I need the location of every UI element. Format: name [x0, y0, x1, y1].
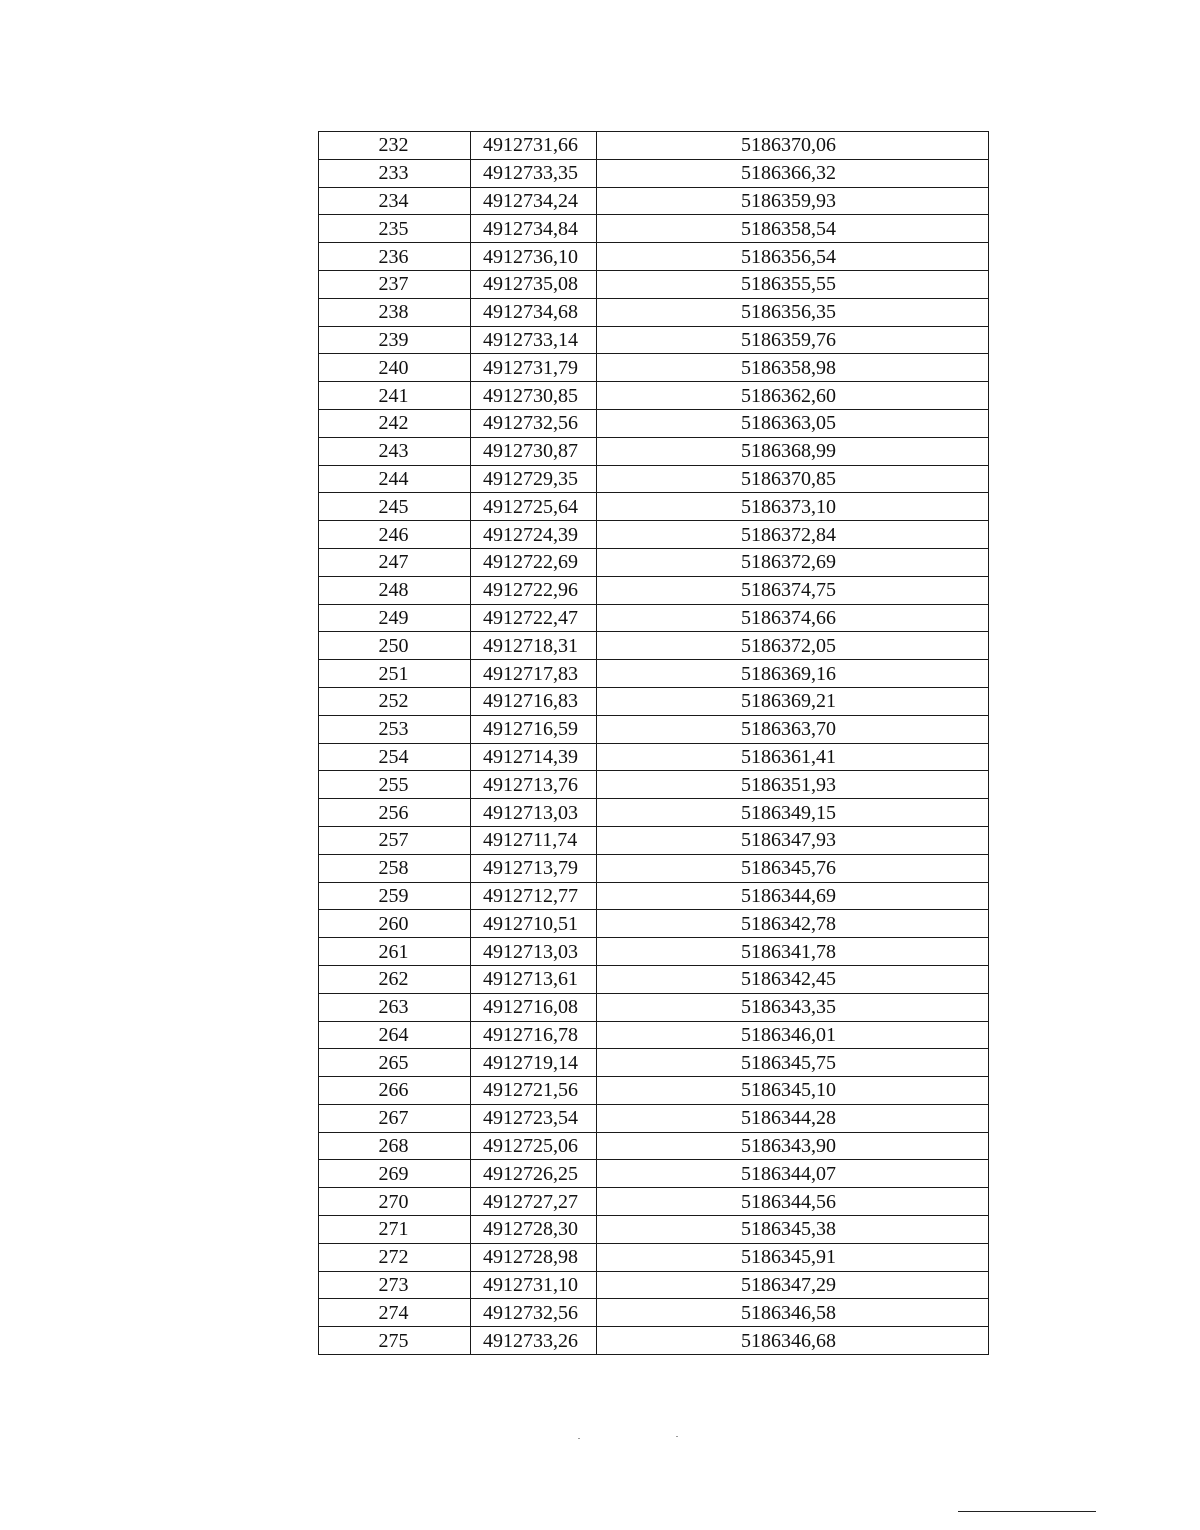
x-coordinate-cell: 4912716,08 — [471, 993, 597, 1021]
y-coordinate-cell: 5186343,90 — [597, 1132, 989, 1160]
x-coordinate-cell: 4912716,83 — [471, 687, 597, 715]
table-row — [319, 1021, 989, 1049]
y-coordinate-cell: 5186362,60 — [597, 382, 989, 410]
x-coordinate-cell: 4912713,03 — [471, 799, 597, 827]
x-coordinate-cell: 4912734,68 — [471, 298, 597, 326]
point-number-cell: 250 — [319, 632, 471, 660]
y-coordinate-cell: 5186349,15 — [597, 799, 989, 827]
y-coordinate-cell: 5186361,41 — [597, 743, 989, 771]
y-coordinate-cell: 5186346,68 — [597, 1327, 989, 1355]
table-row — [319, 132, 989, 160]
table-row — [319, 576, 989, 604]
y-coordinate-cell: 5186359,93 — [597, 187, 989, 215]
table-row — [319, 437, 989, 465]
x-coordinate-cell: 4912725,06 — [471, 1132, 597, 1160]
table-row — [319, 354, 989, 382]
coordinates-table-body — [319, 132, 989, 1355]
table-row — [319, 215, 989, 243]
y-coordinate-cell: 5186344,69 — [597, 882, 989, 910]
footer-rule — [958, 1511, 1096, 1512]
y-coordinate-cell: 5186363,70 — [597, 715, 989, 743]
x-coordinate-cell: 4912733,35 — [471, 159, 597, 187]
x-coordinate-cell: 4912729,35 — [471, 465, 597, 493]
point-number-cell: 232 — [319, 132, 471, 160]
point-number-cell: 265 — [319, 1049, 471, 1077]
x-coordinate-cell: 4912734,84 — [471, 215, 597, 243]
table-row — [319, 1049, 989, 1077]
table-row — [319, 382, 989, 410]
y-coordinate-cell: 5186373,10 — [597, 493, 989, 521]
x-coordinate-cell: 4912730,87 — [471, 437, 597, 465]
x-coordinate-cell: 4912725,64 — [471, 493, 597, 521]
point-number-cell: 251 — [319, 660, 471, 688]
table-row — [319, 159, 989, 187]
point-number-cell: 236 — [319, 243, 471, 271]
y-coordinate-cell: 5186351,93 — [597, 771, 989, 799]
table-row — [319, 1216, 989, 1244]
table-row — [319, 409, 989, 437]
table-row — [319, 854, 989, 882]
x-coordinate-cell: 4912721,56 — [471, 1077, 597, 1105]
x-coordinate-cell: 4912732,56 — [471, 1299, 597, 1327]
point-number-cell: 256 — [319, 799, 471, 827]
point-number-cell: 242 — [319, 409, 471, 437]
point-number-cell: 252 — [319, 687, 471, 715]
point-number-cell: 234 — [319, 187, 471, 215]
y-coordinate-cell: 5186372,69 — [597, 548, 989, 576]
point-number-cell: 274 — [319, 1299, 471, 1327]
point-number-cell: 235 — [319, 215, 471, 243]
x-coordinate-cell: 4912717,83 — [471, 660, 597, 688]
coordinates-table — [318, 131, 989, 1355]
point-number-cell: 273 — [319, 1271, 471, 1299]
y-coordinate-cell: 5186359,76 — [597, 326, 989, 354]
x-coordinate-cell: 4912731,66 — [471, 132, 597, 160]
table-row — [319, 548, 989, 576]
y-coordinate-cell: 5186345,91 — [597, 1243, 989, 1271]
x-coordinate-cell: 4912728,98 — [471, 1243, 597, 1271]
y-coordinate-cell: 5186374,75 — [597, 576, 989, 604]
y-coordinate-cell: 5186370,85 — [597, 465, 989, 493]
y-coordinate-cell: 5186345,10 — [597, 1077, 989, 1105]
table-row — [319, 493, 989, 521]
table-row — [319, 993, 989, 1021]
point-number-cell: 239 — [319, 326, 471, 354]
x-coordinate-cell: 4912734,24 — [471, 187, 597, 215]
table-row — [319, 1243, 989, 1271]
table-row — [319, 687, 989, 715]
y-coordinate-cell: 5186356,54 — [597, 243, 989, 271]
x-coordinate-cell: 4912731,10 — [471, 1271, 597, 1299]
table-row — [319, 910, 989, 938]
table-row — [319, 882, 989, 910]
point-number-cell: 261 — [319, 938, 471, 966]
point-number-cell: 263 — [319, 993, 471, 1021]
x-coordinate-cell: 4912719,14 — [471, 1049, 597, 1077]
table-row — [319, 660, 989, 688]
y-coordinate-cell: 5186345,76 — [597, 854, 989, 882]
y-coordinate-cell: 5186355,55 — [597, 270, 989, 298]
y-coordinate-cell: 5186372,05 — [597, 632, 989, 660]
y-coordinate-cell: 5186369,16 — [597, 660, 989, 688]
y-coordinate-cell: 5186345,75 — [597, 1049, 989, 1077]
x-coordinate-cell: 4912714,39 — [471, 743, 597, 771]
table-row — [319, 326, 989, 354]
table-row — [319, 1132, 989, 1160]
y-coordinate-cell: 5186358,98 — [597, 354, 989, 382]
table-row — [319, 1188, 989, 1216]
point-number-cell: 253 — [319, 715, 471, 743]
x-coordinate-cell: 4912711,74 — [471, 826, 597, 854]
x-coordinate-cell: 4912724,39 — [471, 521, 597, 549]
point-number-cell: 258 — [319, 854, 471, 882]
table-row — [319, 465, 989, 493]
table-row — [319, 632, 989, 660]
x-coordinate-cell: 4912713,79 — [471, 854, 597, 882]
y-coordinate-cell: 5186343,35 — [597, 993, 989, 1021]
point-number-cell: 275 — [319, 1327, 471, 1355]
x-coordinate-cell: 4912716,78 — [471, 1021, 597, 1049]
point-number-cell: 257 — [319, 826, 471, 854]
point-number-cell: 259 — [319, 882, 471, 910]
y-coordinate-cell: 5186346,58 — [597, 1299, 989, 1327]
point-number-cell: 241 — [319, 382, 471, 410]
table-row — [319, 938, 989, 966]
x-coordinate-cell: 4912733,26 — [471, 1327, 597, 1355]
table-row — [319, 298, 989, 326]
y-coordinate-cell: 5186358,54 — [597, 215, 989, 243]
x-coordinate-cell: 4912722,96 — [471, 576, 597, 604]
table-row — [319, 521, 989, 549]
x-coordinate-cell: 4912728,30 — [471, 1216, 597, 1244]
x-coordinate-cell: 4912727,27 — [471, 1188, 597, 1216]
y-coordinate-cell: 5186342,78 — [597, 910, 989, 938]
point-number-cell: 268 — [319, 1132, 471, 1160]
x-coordinate-cell: 4912736,10 — [471, 243, 597, 271]
point-number-cell: 266 — [319, 1077, 471, 1105]
y-coordinate-cell: 5186368,99 — [597, 437, 989, 465]
y-coordinate-cell: 5186347,29 — [597, 1271, 989, 1299]
point-number-cell: 247 — [319, 548, 471, 576]
point-number-cell: 240 — [319, 354, 471, 382]
point-number-cell: 254 — [319, 743, 471, 771]
table-row — [319, 1104, 989, 1132]
x-coordinate-cell: 4912713,03 — [471, 938, 597, 966]
y-coordinate-cell: 5186370,06 — [597, 132, 989, 160]
y-coordinate-cell: 5186372,84 — [597, 521, 989, 549]
scan-speck — [676, 1436, 678, 1437]
x-coordinate-cell: 4912730,85 — [471, 382, 597, 410]
point-number-cell: 271 — [319, 1216, 471, 1244]
point-number-cell: 269 — [319, 1160, 471, 1188]
y-coordinate-cell: 5186345,38 — [597, 1216, 989, 1244]
y-coordinate-cell: 5186356,35 — [597, 298, 989, 326]
table-row — [319, 1077, 989, 1105]
point-number-cell: 238 — [319, 298, 471, 326]
table-row — [319, 243, 989, 271]
y-coordinate-cell: 5186374,66 — [597, 604, 989, 632]
x-coordinate-cell: 4912733,14 — [471, 326, 597, 354]
point-number-cell: 243 — [319, 437, 471, 465]
y-coordinate-cell: 5186347,93 — [597, 826, 989, 854]
point-number-cell: 262 — [319, 965, 471, 993]
x-coordinate-cell: 4912735,08 — [471, 270, 597, 298]
point-number-cell: 246 — [319, 521, 471, 549]
y-coordinate-cell: 5186342,45 — [597, 965, 989, 993]
table-row — [319, 1327, 989, 1355]
point-number-cell: 260 — [319, 910, 471, 938]
point-number-cell: 272 — [319, 1243, 471, 1271]
table-row — [319, 799, 989, 827]
x-coordinate-cell: 4912710,51 — [471, 910, 597, 938]
table-row — [319, 1160, 989, 1188]
point-number-cell: 244 — [319, 465, 471, 493]
point-number-cell: 267 — [319, 1104, 471, 1132]
y-coordinate-cell: 5186366,32 — [597, 159, 989, 187]
point-number-cell: 249 — [319, 604, 471, 632]
point-number-cell: 233 — [319, 159, 471, 187]
y-coordinate-cell: 5186346,01 — [597, 1021, 989, 1049]
x-coordinate-cell: 4912716,59 — [471, 715, 597, 743]
table-row — [319, 1299, 989, 1327]
y-coordinate-cell: 5186369,21 — [597, 687, 989, 715]
point-number-cell: 248 — [319, 576, 471, 604]
y-coordinate-cell: 5186363,05 — [597, 409, 989, 437]
table-row — [319, 771, 989, 799]
x-coordinate-cell: 4912713,76 — [471, 771, 597, 799]
x-coordinate-cell: 4912718,31 — [471, 632, 597, 660]
point-number-cell: 237 — [319, 270, 471, 298]
x-coordinate-cell: 4912713,61 — [471, 965, 597, 993]
x-coordinate-cell: 4912731,79 — [471, 354, 597, 382]
table-row — [319, 965, 989, 993]
point-number-cell: 255 — [319, 771, 471, 799]
x-coordinate-cell: 4912722,47 — [471, 604, 597, 632]
x-coordinate-cell: 4912723,54 — [471, 1104, 597, 1132]
point-number-cell: 264 — [319, 1021, 471, 1049]
table-row — [319, 826, 989, 854]
point-number-cell: 245 — [319, 493, 471, 521]
x-coordinate-cell: 4912732,56 — [471, 409, 597, 437]
scan-speck — [578, 1438, 580, 1439]
table-row — [319, 187, 989, 215]
x-coordinate-cell: 4912722,69 — [471, 548, 597, 576]
table-row — [319, 1271, 989, 1299]
table-row — [319, 604, 989, 632]
table-row — [319, 743, 989, 771]
y-coordinate-cell: 5186341,78 — [597, 938, 989, 966]
y-coordinate-cell: 5186344,56 — [597, 1188, 989, 1216]
x-coordinate-cell: 4912726,25 — [471, 1160, 597, 1188]
table-row — [319, 270, 989, 298]
point-number-cell: 270 — [319, 1188, 471, 1216]
y-coordinate-cell: 5186344,28 — [597, 1104, 989, 1132]
x-coordinate-cell: 4912712,77 — [471, 882, 597, 910]
y-coordinate-cell: 5186344,07 — [597, 1160, 989, 1188]
table-row — [319, 715, 989, 743]
